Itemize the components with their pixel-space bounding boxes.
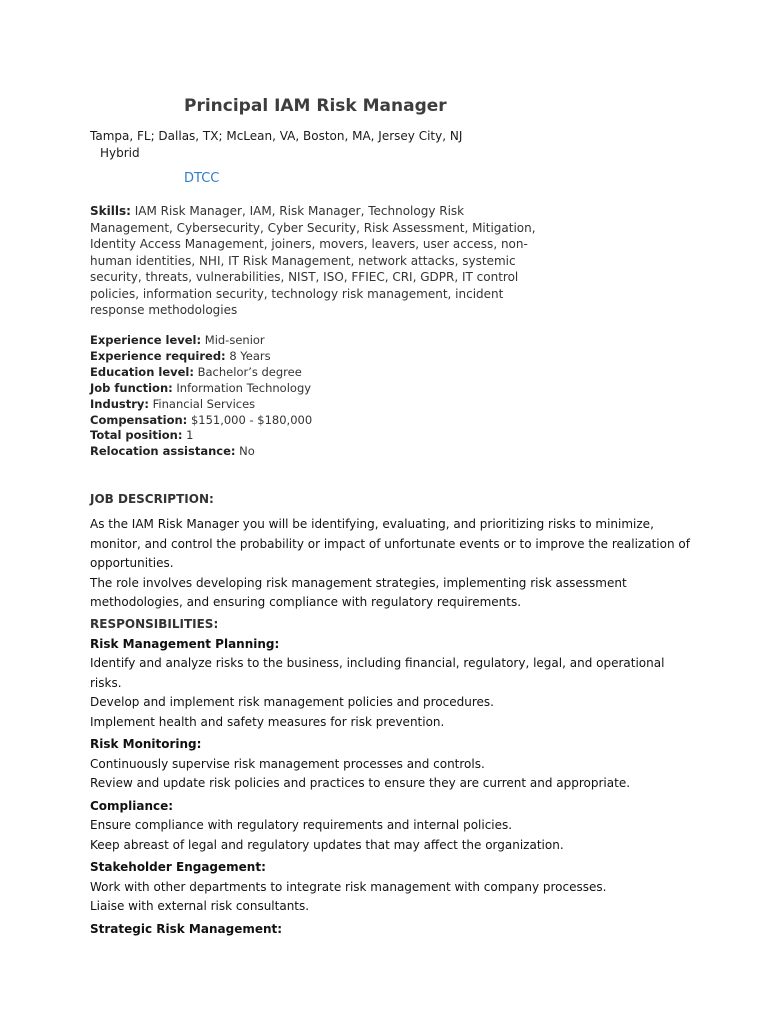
job-title: Principal IAM Risk Manager — [184, 96, 447, 116]
job-details — [90, 333, 490, 460]
job-description — [90, 491, 690, 939]
detail-label: Education level: — [90, 364, 194, 379]
detail-label: Job function: — [90, 380, 173, 395]
detail-compensation — [90, 413, 490, 429]
detail-value: No — [239, 444, 255, 459]
detail-label: Experience level: — [90, 333, 202, 347]
company-link[interactable]: DTCC — [184, 171, 220, 186]
detail-value: 1 — [186, 428, 194, 443]
detail-industry — [90, 397, 490, 413]
detail-label: Relocation assistance: — [90, 444, 236, 459]
detail-label: Compensation: — [90, 412, 188, 427]
detail-value: Information Technology — [176, 380, 312, 395]
work-mode: Hybrid — [100, 146, 140, 160]
job-locations: Tampa, FL; Dallas, TX; McLean, VA, Boston, MA, Jersey City, NJ — [90, 129, 463, 143]
detail-job-function — [90, 381, 490, 397]
subsection-title: Risk Monitoring: — [90, 737, 202, 751]
description-paragraph: The role involves developing risk management strategies, implementing risk assessment methodologies, and ensuring compliance with regulatory requirements. — [90, 575, 627, 609]
description-paragraph: As the IAM Risk Manager you will be identifying, evaluating, and prioritizing risks to minimize, monitor, and control the probability or impact of unfortunate events or to improve the realization of opportunities. — [90, 517, 690, 570]
detail-total-position — [90, 428, 490, 444]
responsibility-item: Develop and implement risk management policies and procedures. — [90, 695, 494, 709]
detail-education-level — [90, 365, 490, 381]
subsection-title: Compliance: — [90, 798, 174, 813]
skills-label: Skills: — [90, 204, 131, 218]
responsibility-item: Ensure compliance with regulatory requirements and internal policies. — [90, 818, 513, 832]
detail-value: Financial Services — [152, 396, 256, 411]
detail-label: Experience required: — [90, 348, 226, 363]
responsibility-item: Liaise with external risk consultants. — [90, 899, 310, 913]
responsibility-item: Keep abreast of legal and regulatory updates that may affect the organization. — [90, 837, 564, 852]
responsibility-item: Work with other departments to integrate risk management with company processes. — [90, 879, 607, 894]
subsection-title: Stakeholder Engagement: — [90, 860, 266, 874]
responsibility-item: Implement health and safety measures for risk prevention. — [90, 714, 445, 729]
responsibility-item: Identify and analyze risks to the business, including financial, regulatory, legal, and operational risks. — [90, 656, 665, 690]
detail-value: Mid-senior — [204, 333, 265, 347]
detail-value: Bachelor’s degree — [197, 364, 302, 379]
subsection-title: Strategic Risk Management: — [90, 921, 283, 936]
job-description-heading: JOB DESCRIPTION: — [90, 492, 214, 506]
responsibility-item: Continuously supervise risk management processes and controls. — [90, 756, 485, 771]
detail-experience-level — [90, 333, 490, 349]
responsibility-item: Review and update risk policies and practices to ensure they are current and appropriate. — [90, 776, 631, 790]
subsection-title: Risk Management Planning: — [90, 636, 280, 651]
detail-relocation — [90, 444, 490, 460]
detail-experience-required — [90, 349, 490, 365]
detail-value: $151,000 - $180,000 — [190, 412, 313, 427]
responsibilities-heading: RESPONSIBILITIES: — [90, 616, 219, 631]
detail-label: Total position: — [90, 428, 183, 443]
skills-text: IAM Risk Manager, IAM, Risk Manager, Technology Risk Management, Cybersecurity, Cyber Security, Risk Assessment, Mitigation, Identity Access Management, joiners, movers, leavers, user access, non-human identities, NHI, IT Risk Management, network attacks, systemic security, threats, vulnerabilities, NIST, ISO, FFIEC, CRI, GDPR, IT control policies, information security, technology risk management, incident response methodologies — [90, 204, 536, 317]
detail-label: Industry: — [90, 396, 149, 411]
skills-section — [90, 203, 540, 319]
detail-value: 8 Years — [229, 348, 271, 363]
